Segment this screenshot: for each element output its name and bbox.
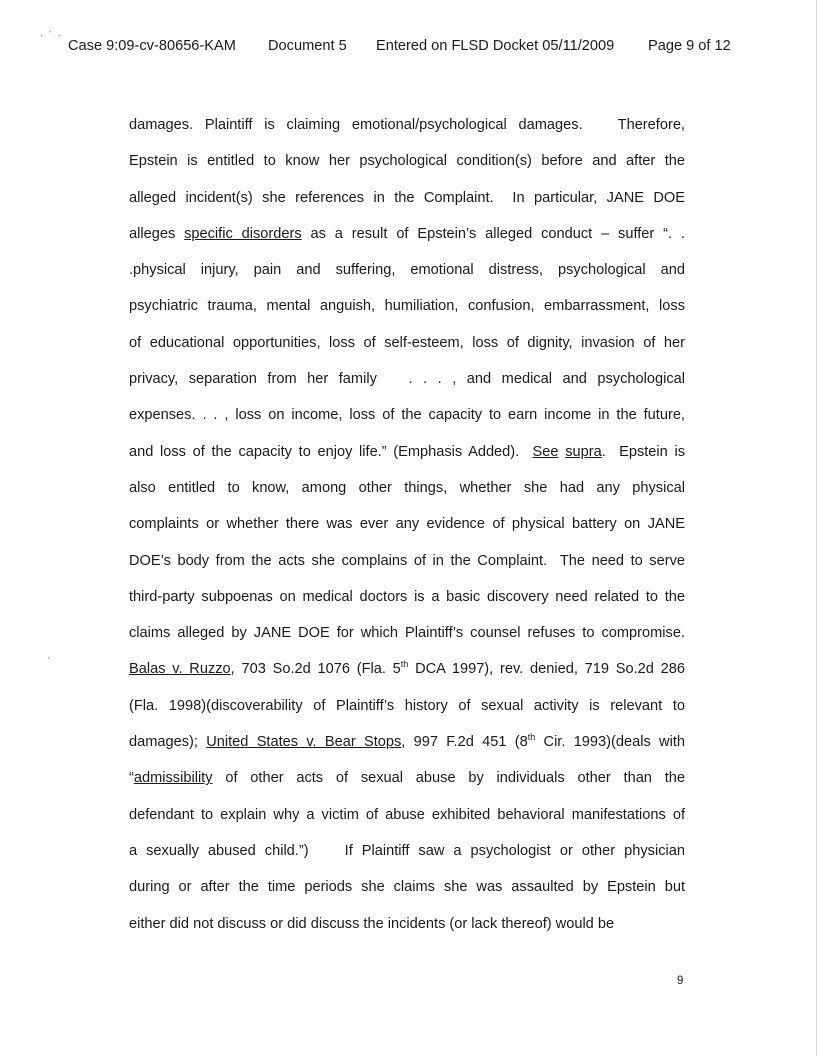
underlined-citation: United States v. Bear Stops: [206, 734, 402, 751]
text-line: [129, 657, 685, 693]
text-segment: of other acts of sexual abuse by individuals other than the: [212, 770, 685, 787]
text-segment: claims alleged by JANE DOE for which Plaintiff’s counsel refuses to compromise.: [129, 625, 685, 642]
superscript: th: [400, 659, 409, 670]
text-line: [129, 476, 685, 512]
text-segment: a sexually abused child.”) If Plaintiff saw a psychologist or other physician: [129, 842, 685, 859]
text-segment: . Epstein is: [601, 443, 685, 460]
text-segment: privacy, separation from her family . . . , and medical and psychological: [129, 371, 685, 388]
text-segment: psychiatric trauma, mental anguish, humiliation, confusion, embarrassment, loss: [129, 298, 685, 315]
text-line: [129, 186, 685, 222]
text-line: [129, 912, 685, 948]
text-segment: defendant to explain why a victim of abuse exhibited behavioral manifestations of: [129, 806, 685, 823]
underlined-citation: specific disorders: [184, 225, 302, 242]
underlined-citation: See: [532, 443, 559, 460]
text-segment: during or after the time periods she claims she was assaulted by Epstein but: [129, 879, 685, 896]
underlined-citation: admissibility: [133, 770, 213, 787]
text-line: [129, 403, 685, 439]
text-segment: alleged incident(s) she references in the Complaint. In particular, JANE DOE: [129, 189, 685, 206]
text-line: [129, 585, 685, 621]
docket-entry: Entered on FLSD Docket 05/11/2009: [376, 38, 615, 54]
text-line: [129, 803, 685, 839]
document-number: Document 5: [268, 38, 347, 54]
text-line: [129, 222, 685, 258]
text-segment: , 703 So.2d 1076 (Fla. 5: [230, 661, 401, 678]
text-segment: DCA 1997), rev. denied, 719 So.2d 286: [408, 661, 685, 678]
underlined-citation: supra: [565, 443, 602, 460]
scan-mark: [48, 657, 50, 659]
body-text: [129, 113, 685, 948]
page-number: 9: [677, 975, 684, 987]
text-line: [129, 113, 685, 149]
text-line: [129, 766, 685, 802]
text-segment: complaints or whether there was ever any evidence of physical battery on JANE: [129, 516, 685, 533]
text-segment: .physical injury, pain and suffering, emotional distress, psychological and: [129, 262, 685, 279]
text-line: [129, 694, 685, 730]
text-segment: (Fla. 1998)(discoverability of Plaintiff’s history of sexual activity is relevant to: [129, 697, 685, 714]
text-line: [129, 549, 685, 585]
text-segment: of educational opportunities, loss of self-esteem, loss of dignity, invasion of her: [129, 334, 685, 351]
text-segment: also entitled to know, among other things, whether she had any physical: [129, 479, 685, 496]
text-segment: , 997 F.2d 451 (8: [401, 734, 528, 751]
text-line: [129, 440, 685, 476]
text-line: [129, 730, 685, 766]
underlined-citation: Balas v. Ruzzo: [129, 661, 231, 678]
text-segment: third-party subpoenas on medical doctors is a basic discovery need related to the: [129, 588, 685, 605]
text-line: [129, 875, 685, 911]
text-segment: alleges: [129, 225, 185, 242]
text-segment: either did not discuss or did discuss the incidents (or lack thereof) would be: [129, 915, 615, 932]
text-line: [129, 367, 685, 403]
superscript: th: [527, 732, 536, 743]
text-segment: expenses. . . , loss on income, loss of the capacity to earn income in the future,: [129, 407, 685, 424]
text-line: [129, 331, 685, 367]
scan-specks: ·´·: [40, 30, 67, 40]
text-segment: and loss of the capacity to enjoy life.” (Emphasis Added).: [129, 443, 533, 460]
text-segment: DOE’s body from the acts she complains of in the Complaint. The need to serve: [129, 552, 685, 569]
text-segment: damages);: [129, 734, 207, 751]
text-line: [129, 294, 685, 330]
text-line: [129, 512, 685, 548]
text-line: [129, 149, 685, 185]
text-segment: as a result of Epstein’s alleged conduct – suffer “. .: [301, 225, 685, 242]
case-number: Case 9:09-cv-80656-KAM: [68, 38, 236, 54]
text-segment: damages. Plaintiff is claiming emotional/psychological damages. Therefore,: [129, 117, 685, 133]
text-segment: Cir. 1993)(deals with: [535, 734, 685, 751]
text-line: [129, 621, 685, 657]
docket-header: [68, 38, 748, 62]
page-indicator: Page 9 of 12: [648, 38, 731, 54]
text-line: [129, 258, 685, 294]
text-segment: Epstein is entitled to know her psychological condition(s) before and after the: [129, 153, 685, 170]
text-line: [129, 839, 685, 875]
text-segment: “: [129, 770, 134, 787]
